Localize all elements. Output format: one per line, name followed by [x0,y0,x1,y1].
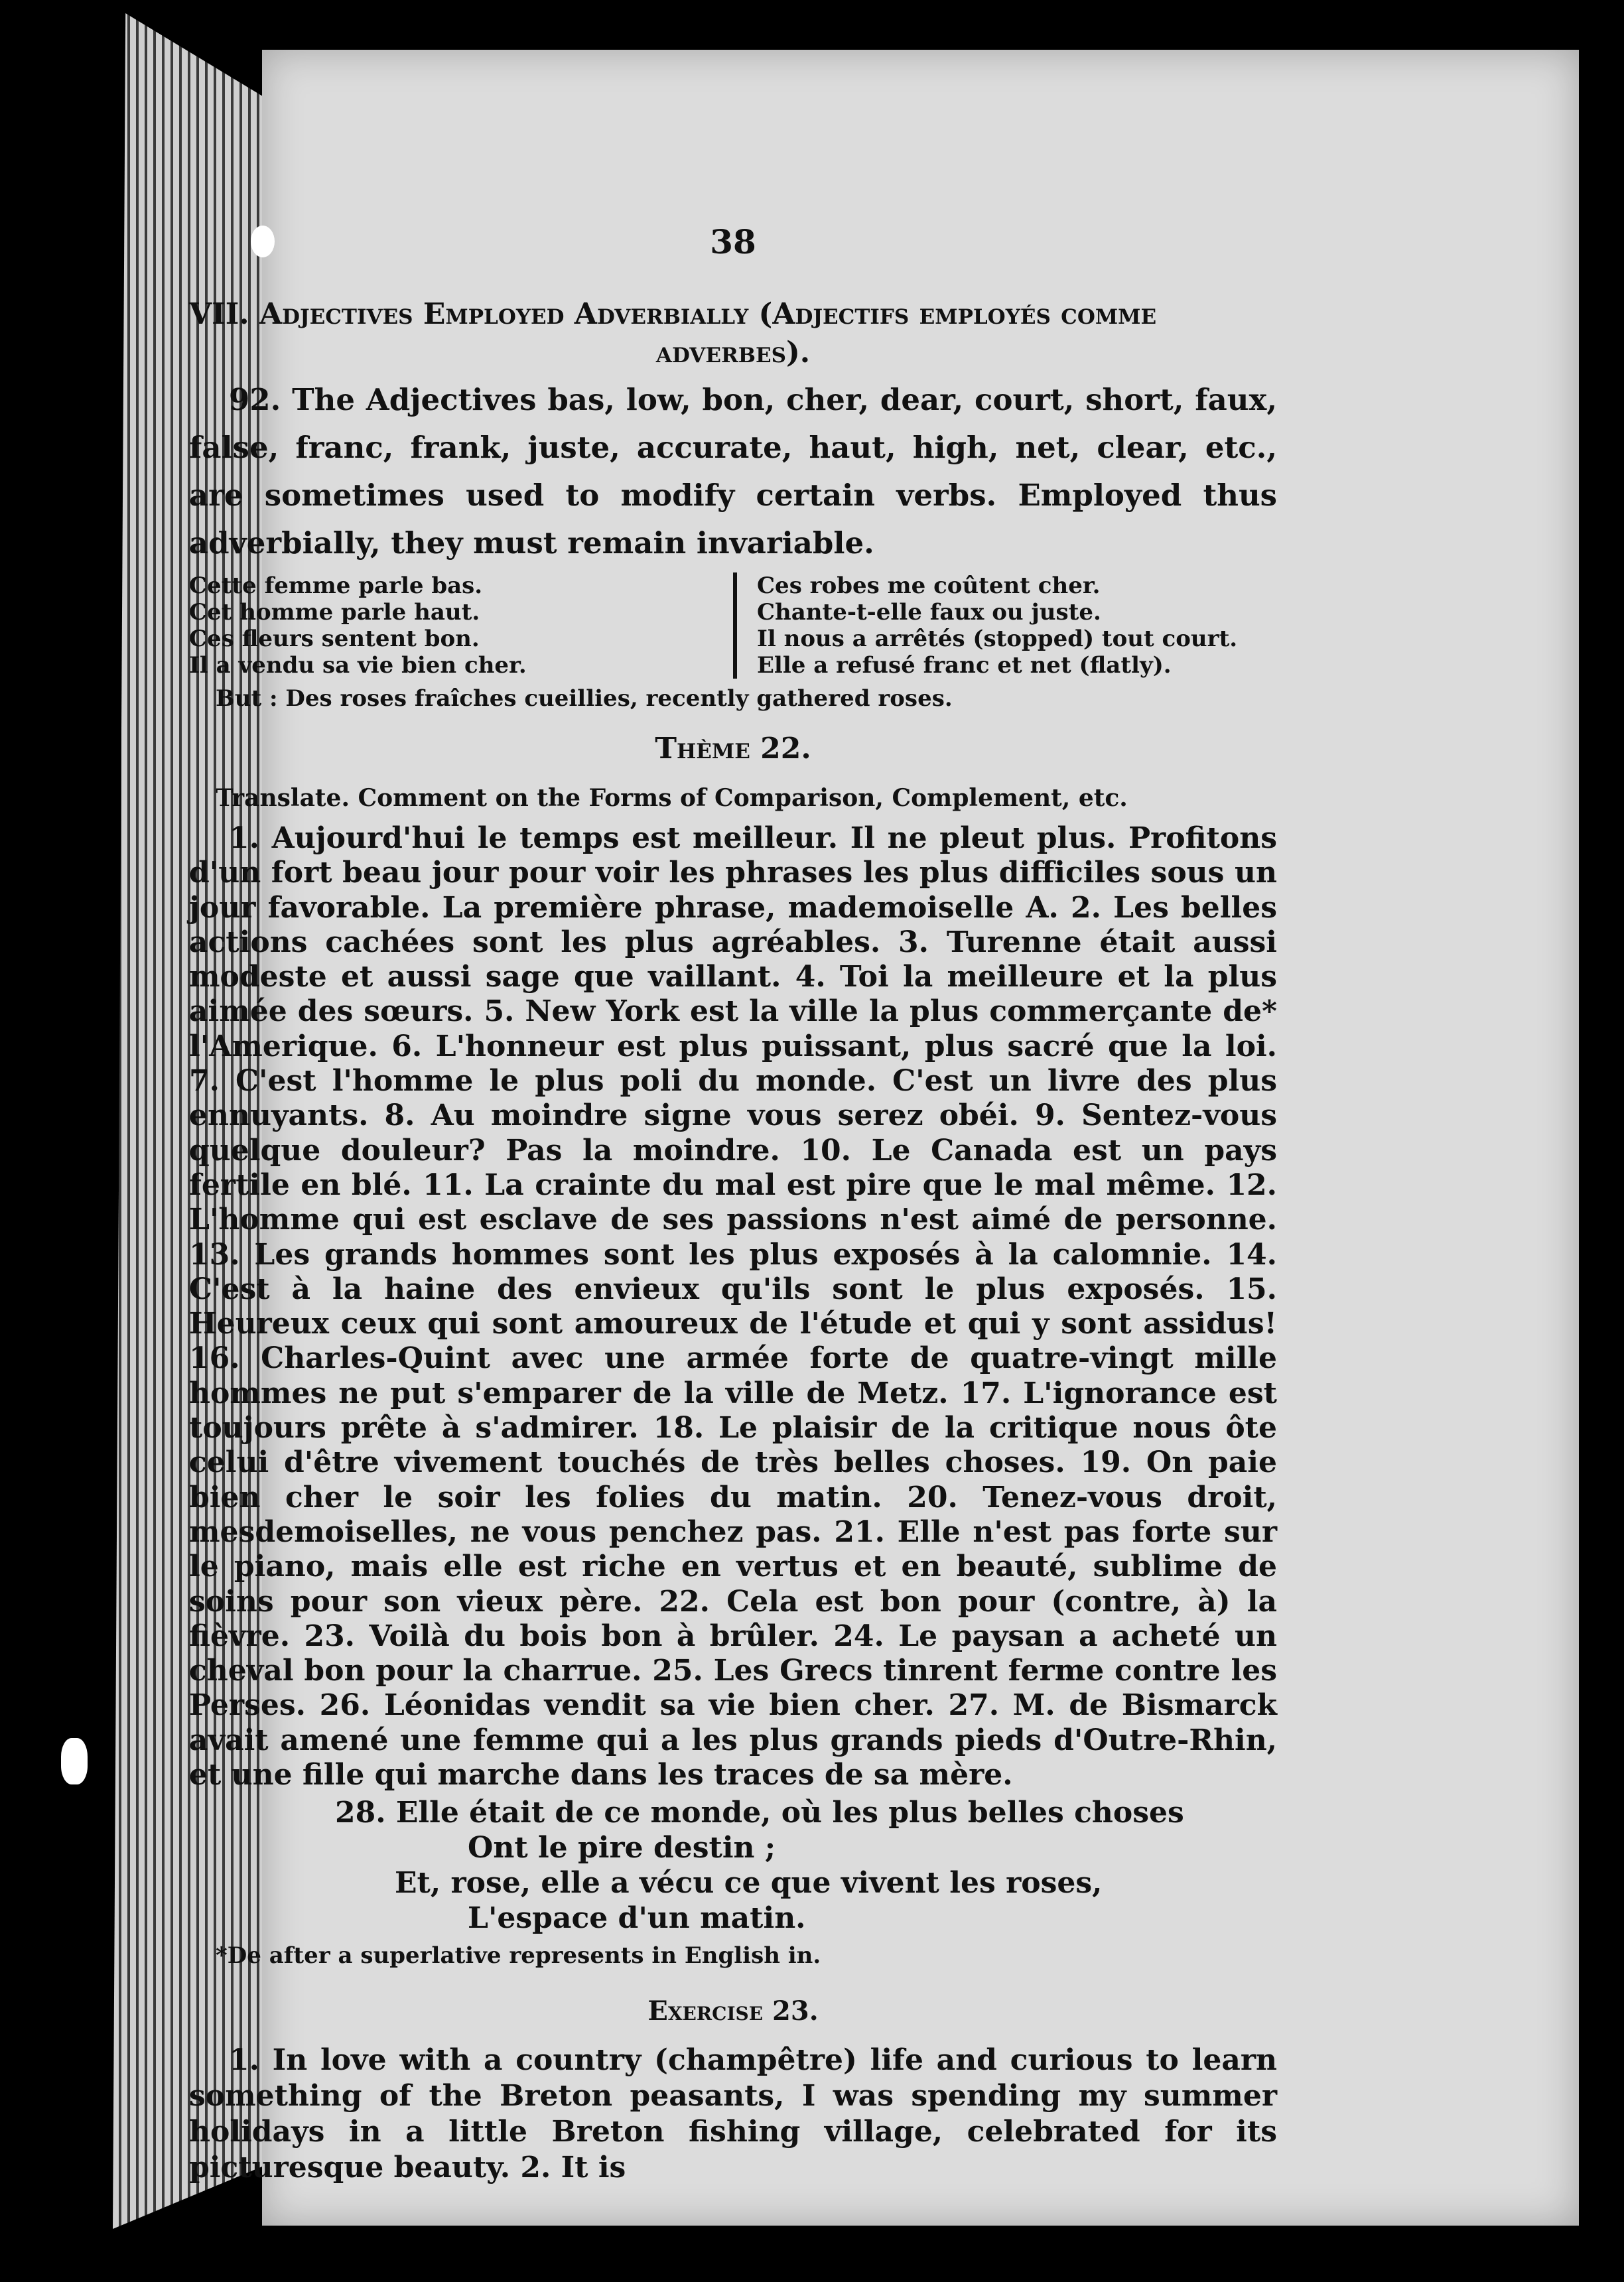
poem-line-4: L'espace d'un matin. [468,1901,806,1936]
examples-block [189,572,1277,679]
exercise-title: Exercise 23. [647,1995,819,2027]
page-content [189,295,1277,2186]
paper-speck [61,1738,88,1784]
examples-left-column [189,572,733,679]
theme-text: 1. Aujourd'hui le temps est meilleur. Il ne pleut plus. Profitons d'un fort beau jour pour voir les phrases les plus difficiles sous un jour favorable. La première phrase, mademoiselle A. 2. Les belles actions cachées sont les plus agréables. 3. Turenne était aussi modeste et aussi sage que vaillant. 4. Toi la meilleure et la plus aimée des sœurs. 5. New York est la ville la plus commerçante de* l'Amerique. 6. L'honneur est plus puissant, plus sacré que la loi. 7. C'est l'homme le plus poli du monde. C'est un livre des plus ennuyants. 8. Au moindre signe vous serez obéi. 9. Sentez-vous quelque douleur? Pas la moindre. 10. Le Canada est un pays fertile en blé. 11. La crainte du mal est pire que le mal même. 12. L'homme qui est esclave de ses passions n'est aimé de personne. 13. Les grands hommes sont les plus exposés à la calomnie. 14. C'est à la haine des envieux qu'ils sont le plus exposés. 15. Heureux ceux qui sont amoureux de l'étude et qui y sont assidus! 16. Charles-Quint avec une armée forte de quatre-vingt mille hommes ne put s'emparer de la ville de Metz. 17. L'ignorance est toujours prête à s'admirer. 18. Le plaisir de la critique nous ôte celui d'être vivement touchés de très belles choses. 19. On paie bien cher le soir les folies du matin. 20. Tenez-vous droit, mesdemoiselles, ne vous penchez pas. 21. Elle n'est pas forte sur le piano, mais elle est riche en vertus et en beauté, sublime de soins pour son vieux père. 22. Cela est bon pour (contre, à) la fièvre. 23. Voilà du bois bon à brûler. 24. Le paysan a acheté un cheval bon pour la charrue. 25. Les Grecs tinrent ferme contre les Perses. 26. Léonidas vendit sa vie bien cher. 27. M. de Bismarck avait amené une femme qui a les plus grands pieds d'Outre-Rhin, et une fille qui marche dans les traces de sa mère. [189,821,1277,1792]
section-heading-line2: adverbes). [655,336,811,369]
example-left-1: Cette femme parle bas. [189,572,483,599]
but-line: But : Des roses fraîches cueillies, recently gathered roses. [216,685,953,712]
examples-right-column [733,572,1261,679]
poem-line-2: Ont le pire destin ; [468,1831,776,1865]
example-right-3: Il nous a arrêtés (stopped) tout court. [757,626,1238,652]
page-number: 38 [710,222,756,261]
example-left-3: Ces fleurs sentent bon. [189,626,480,652]
translate-instruction: Translate. Comment on the Forms of Comparison, Complement, etc. [216,784,1128,812]
section-heading-line1: VII. Adjectives Employed Adverbially (Adjectifs employés comme [189,297,1157,331]
example-left-4: Il a vendu sa vie bien cher. [189,652,527,679]
example-right-2: Chante-t-elle faux ou juste. [757,599,1101,626]
poem-line-3: Et, rose, elle a vécu ce que vivent les roses, [395,1866,1103,1901]
section-heading-continued [189,334,1277,372]
paper-speck [251,226,275,257]
footnote: *De after a superlative represents in English in. [216,1942,821,1970]
example-right-4: Elle a refusé franc et net (flatly). [757,652,1172,679]
theme-title: Thème 22. [655,732,811,766]
example-left-2: Cet homme parle haut. [189,599,480,626]
poem [189,1795,1277,1936]
paragraph-92: 92. The Adjectives bas, low, bon, cher, dear, court, short, faux, false, franc, frank, juste, accurate, haut, high, net, clear, etc., are sometimes used to modify certain verbs. Employed thus adverbially, they must remain invariable. [189,382,1277,561]
example-right-1: Ces robes me coûtent cher. [757,572,1101,599]
section-heading [189,295,1277,334]
poem-line-1: 28. Elle était de ce monde, où les plus belles choses [335,1796,1184,1830]
exercise-text: 1. In love with a country (champêtre) life and curious to learn something of the Breton peasants, I was spending my summer holidays in a little Breton fishing village, celebrated for its picturesque beauty. 2. It is [189,2043,1277,2185]
